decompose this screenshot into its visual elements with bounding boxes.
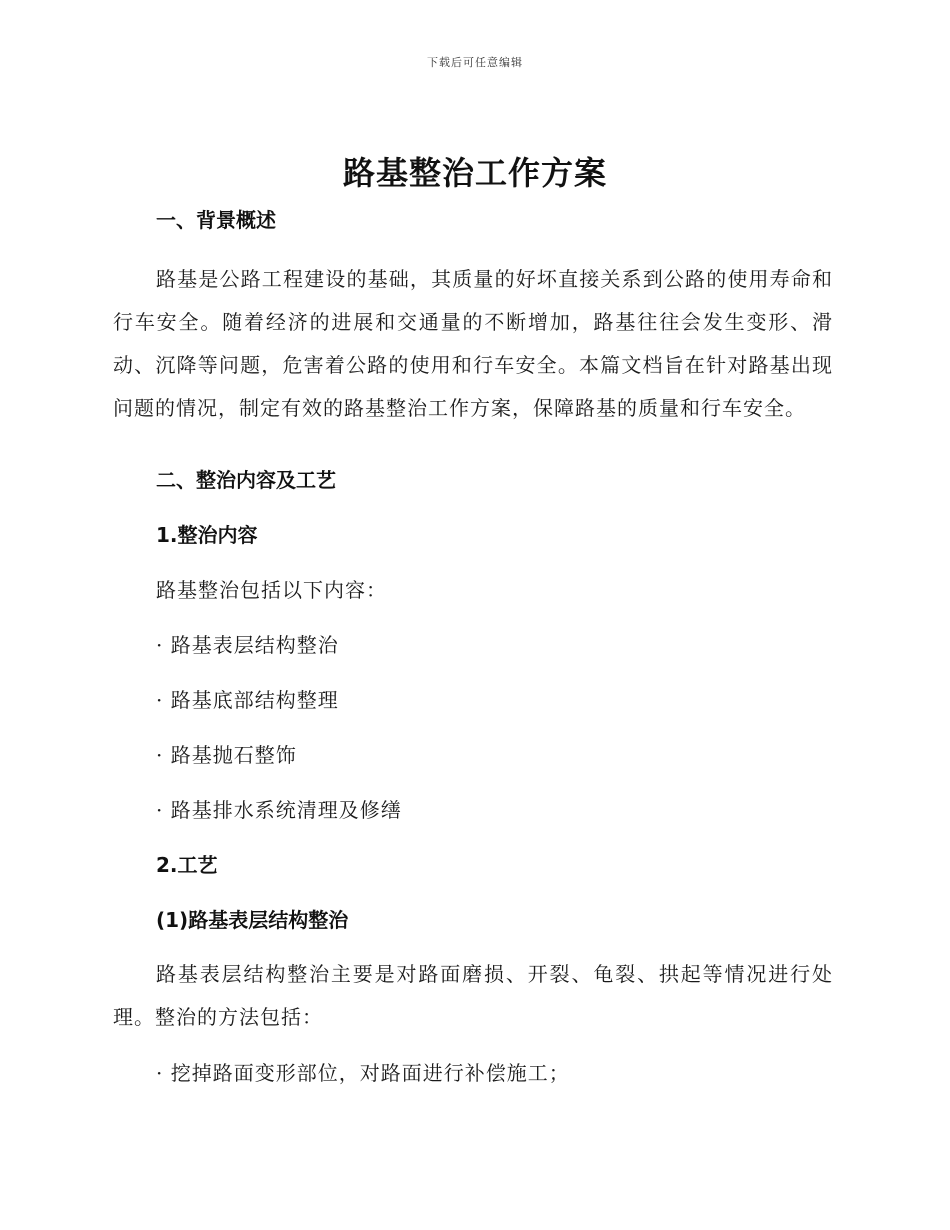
subheading-process: 2.工艺 bbox=[156, 853, 218, 877]
section-heading-content-process: 二、整治内容及工艺 bbox=[156, 468, 336, 492]
subheading-content: 1.整治内容 bbox=[156, 523, 258, 547]
document-body bbox=[113, 204, 833, 1089]
document-title: 路基整治工作方案 bbox=[342, 154, 607, 192]
header-note: 下载后可任意编辑 bbox=[427, 56, 523, 69]
list-item: · 路基表层结构整治 bbox=[156, 633, 339, 657]
content-intro: 路基整治包括以下内容： bbox=[156, 578, 387, 602]
surface-structure-paragraph: 路基表层结构整治主要是对路面磨损、开裂、龟裂、拱起等情况进行处理。整治的方法包括： bbox=[113, 962, 833, 1029]
subheading-surface-structure: (1)路基表层结构整治 bbox=[156, 908, 349, 932]
list-item: · 挖掉路面变形部位，对路面进行补偿施工； bbox=[156, 1061, 570, 1085]
section-heading-background: 一、背景概述 bbox=[156, 208, 276, 232]
list-item: · 路基抛石整饰 bbox=[156, 743, 297, 767]
list-item: · 路基排水系统清理及修缮 bbox=[156, 798, 402, 822]
list-item: · 路基底部结构整理 bbox=[156, 688, 339, 712]
background-paragraph: 路基是公路工程建设的基础，其质量的好坏直接关系到公路的使用寿命和行车安全。随着经济的进展和交通量的不断增加，路基往往会发生变形、滑动、沉降等问题，危害着公路的使用和行车安全。本篇文档旨在针对路基出现问题的情况，制定有效的路基整治工作方案，保障路基的质量和行车安全。 bbox=[113, 267, 833, 420]
